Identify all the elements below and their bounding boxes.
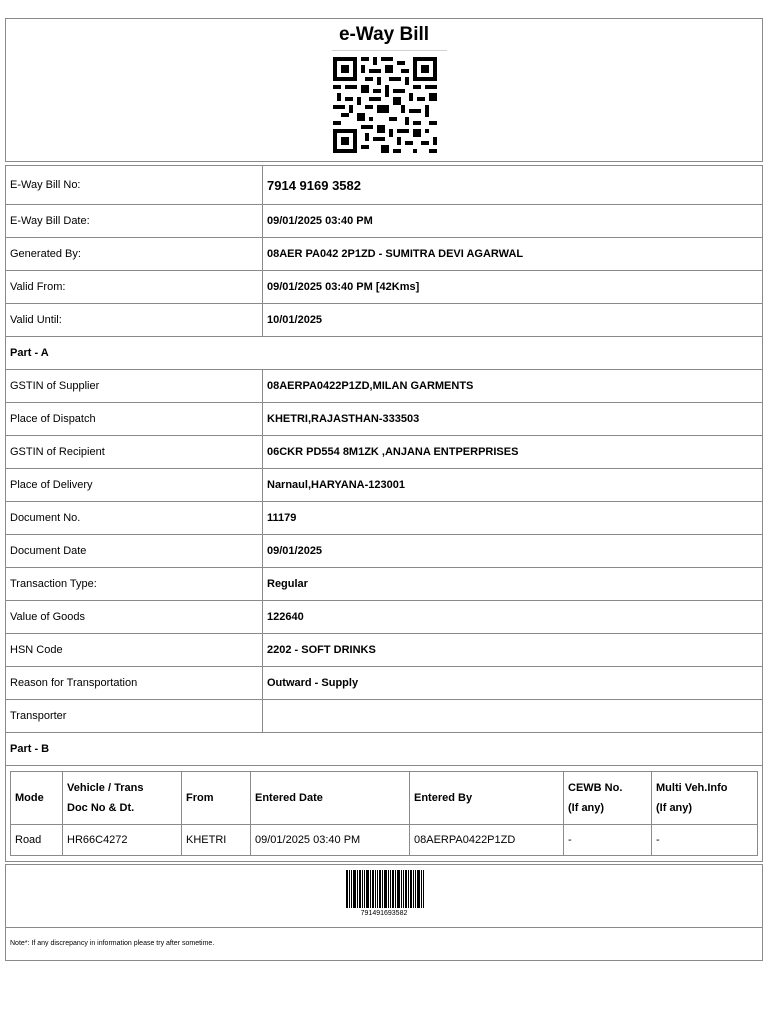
mode-value: Road: [11, 825, 63, 856]
gstin-supplier-value: 08AERPA0422P1ZD,MILAN GARMENTS: [263, 370, 763, 403]
document-date-value: 09/01/2025: [263, 535, 763, 568]
reason-label: Reason for Transportation: [6, 667, 263, 700]
part-b-header-row: [11, 772, 758, 825]
place-delivery-value: Narnaul,HARYANA-123001: [263, 469, 763, 502]
row-valid-from: [6, 271, 763, 304]
ewb-no-label: E-Way Bill No:: [6, 166, 263, 205]
col-entered-date-header: Entered Date: [251, 772, 410, 825]
part-a-heading-row: [6, 337, 763, 370]
transaction-type-value: Regular: [263, 568, 763, 601]
value-goods-label: Value of Goods: [6, 601, 263, 634]
ewb-date-value: 09/01/2025 03:40 PM: [263, 205, 763, 238]
col-vehicle-header: [63, 772, 182, 825]
col-mode-header: Mode: [11, 772, 63, 825]
valid-from-value: 09/01/2025 03:40 PM [42Kms]: [263, 271, 763, 304]
valid-until-value: 10/01/2025: [263, 304, 763, 337]
col-cewb-header-line2: (If any): [568, 802, 605, 814]
row-generated-by: [6, 238, 763, 271]
barcode-icon: [346, 870, 424, 908]
row-gstin-supplier: [6, 370, 763, 403]
document-no-value: 11179: [263, 502, 763, 535]
col-vehicle-header-line2: Doc No & Dt.: [67, 802, 135, 814]
col-entered-by-header: Entered By: [410, 772, 564, 825]
place-dispatch-label: Place of Dispatch: [6, 403, 263, 436]
col-cewb-header: [564, 772, 652, 825]
part-b-heading: Part - B: [6, 733, 763, 766]
col-vehicle-header-line1: Vehicle / Trans: [67, 782, 144, 794]
place-dispatch-value: KHETRI,RAJASTHAN-333503: [263, 403, 763, 436]
bill-header: [5, 18, 763, 162]
barcode-number: 791491693582: [360, 910, 408, 917]
bill-details-table: [5, 165, 763, 766]
title-divider: [332, 50, 447, 51]
row-place-dispatch: [6, 403, 763, 436]
gstin-recipient-value: 06CKR PD554 8M1ZK ,ANJANA ENTPERPRISES: [263, 436, 763, 469]
entered-by-value: 08AERPA0422P1ZD: [410, 825, 564, 856]
document-date-label: Document Date: [6, 535, 263, 568]
valid-from-label: Valid From:: [6, 271, 263, 304]
barcode-section: [5, 864, 763, 928]
row-hsn-code: [6, 634, 763, 667]
place-delivery-label: Place of Delivery: [6, 469, 263, 502]
value-goods-value: 122640: [263, 601, 763, 634]
row-transporter: [6, 700, 763, 733]
row-ewb-date: [6, 205, 763, 238]
generated-by-value: 08AER PA042 2P1ZD - SUMITRA DEVI AGARWAL: [263, 238, 763, 271]
row-place-delivery: [6, 469, 763, 502]
transaction-type-label: Transaction Type:: [6, 568, 263, 601]
col-multi-header-line1: Multi Veh.Info: [656, 782, 728, 794]
row-transaction-type: [6, 568, 763, 601]
row-value-goods: [6, 601, 763, 634]
page-title: e-Way Bill: [338, 24, 430, 45]
col-multi-header: [652, 772, 758, 825]
qr-code-icon: [333, 57, 437, 153]
multi-value: -: [652, 825, 758, 856]
row-ewb-no: [6, 166, 763, 205]
eway-bill-page: [5, 18, 763, 961]
row-valid-until: [6, 304, 763, 337]
col-from-header: From: [182, 772, 251, 825]
cewb-value: -: [564, 825, 652, 856]
hsn-code-value: 2202 - SOFT DRINKS: [263, 634, 763, 667]
part-b-section: [5, 766, 763, 862]
part-b-data-row: [11, 825, 758, 856]
from-value: KHETRI: [182, 825, 251, 856]
ewb-no-value: 7914 9169 3582: [263, 166, 763, 205]
col-cewb-header-line1: CEWB No.: [568, 782, 623, 794]
row-gstin-recipient: [6, 436, 763, 469]
row-document-no: [6, 502, 763, 535]
col-multi-header-line2: (If any): [656, 802, 693, 814]
part-b-heading-row: [6, 733, 763, 766]
reason-value: Outward - Supply: [263, 667, 763, 700]
hsn-code-label: HSN Code: [6, 634, 263, 667]
vehicle-value: HR66C4272: [63, 825, 182, 856]
entered-date-value: 09/01/2025 03:40 PM: [251, 825, 410, 856]
row-reason: [6, 667, 763, 700]
gstin-supplier-label: GSTIN of Supplier: [6, 370, 263, 403]
transporter-value: [263, 700, 763, 733]
part-a-heading: Part - A: [6, 337, 763, 370]
part-b-table: [10, 771, 758, 856]
ewb-date-label: E-Way Bill Date:: [6, 205, 263, 238]
generated-by-label: Generated By:: [6, 238, 263, 271]
note-section: [5, 928, 763, 961]
transporter-label: Transporter: [6, 700, 263, 733]
note-text: Note*: If any discrepancy in information please try after sometime.: [10, 940, 215, 947]
gstin-recipient-label: GSTIN of Recipient: [6, 436, 263, 469]
row-document-date: [6, 535, 763, 568]
valid-until-label: Valid Until:: [6, 304, 263, 337]
document-no-label: Document No.: [6, 502, 263, 535]
